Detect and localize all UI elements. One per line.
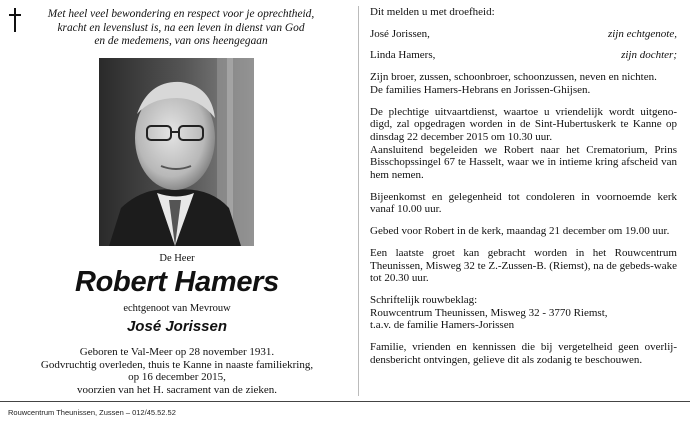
closing-text: Familie, vrienden en kennissen die bij vergetelheid geen overlij-densbericht ontvingen, gelieve dit als zodanig te beschouwen. [370, 341, 677, 366]
intro-text: Dit melden u met droefheid: [370, 6, 495, 18]
family-name: José Jorissen, [370, 27, 430, 40]
life-line: voorzien van het H. sacrament van de zieken. [76, 383, 278, 396]
address-line: t.a.v. de familie Hamers-Jorissen [370, 319, 515, 332]
announcement-text [370, 6, 677, 366]
quote-line: Met heel veel bewondering en respect voor je oprechtheid, [47, 8, 315, 20]
spouse-name: José Jorissen [126, 318, 228, 335]
deceased-name: Robert Hamers [75, 266, 279, 298]
portrait-photo [99, 58, 254, 246]
quote-line: kracht en levenslust is, na een leven in dienst van God [57, 21, 305, 34]
footer-contact: Rouwcentrum Theunissen, Zussen – 012/45.52.52 [8, 408, 176, 417]
greeting-text: Een laatste groet kan gebracht worden in het Rouwcentrum Theunissen, Misweg 32 te Z.-Zussen-B. (Riemst), na de gebeds-wake tot 20.30 uur. [370, 246, 677, 285]
address-line: Schriftelijk rouwbeklag: [370, 293, 478, 306]
title-label: De Heer [159, 253, 195, 264]
life-details [20, 346, 334, 396]
life-line: Geboren te Val-Meer op 28 november 1931. [79, 346, 275, 358]
memorial-quote [20, 8, 342, 49]
crematorium-text: Aansluitend begeleiden we Robert naar het Crematorium, Prins Bisschopssingel 67 te Hasselt, waar we in intieme kring afscheid van hem nemen. [370, 143, 677, 182]
family-row [370, 28, 677, 41]
relatives-line: Zijn broer, zussen, schoonbroer, schoonzussen, neven en nichten. [370, 71, 657, 84]
family-role: zijn dochter; [621, 49, 677, 62]
quote-line: en de medemens, van ons heengegaan [94, 35, 268, 48]
spouse-label: echtgenoot van Mevrouw [123, 303, 231, 314]
life-line: Godvruchtig overleden, thuis te Kanne in naaste familiekring, [40, 358, 314, 371]
footer-divider [0, 401, 690, 402]
address-line: Rouwcentrum Theunissen, Misweg 32 - 3770 Riemst, [370, 306, 608, 319]
prayer-text: Gebed voor Robert in de kerk, maandag 21 december om 19.00 uur. [370, 225, 670, 238]
funeral-text: De plechtige uitvaartdienst, waartoe u vriendelijk wordt uitgeno-digd, zal opgedragen worden in de Sint-Hubertuskerk te Kanne op dinsdag 22 december 2015 om 10.30 uur. [370, 105, 677, 143]
column-divider [358, 6, 359, 396]
condolences-text: Bijeenkomst en gelegenheid tot condoleren in voornoemde kerk vanaf 10.00 uur. [370, 190, 677, 216]
relatives-line: De families Hamers-Hebrans en Jorissen-Ghijsen. [370, 83, 591, 96]
family-role: zijn echtgenote, [607, 27, 677, 40]
family-name: Linda Hamers, [370, 49, 436, 62]
life-line: op 16 december 2015, [128, 371, 226, 384]
family-row [370, 49, 677, 62]
